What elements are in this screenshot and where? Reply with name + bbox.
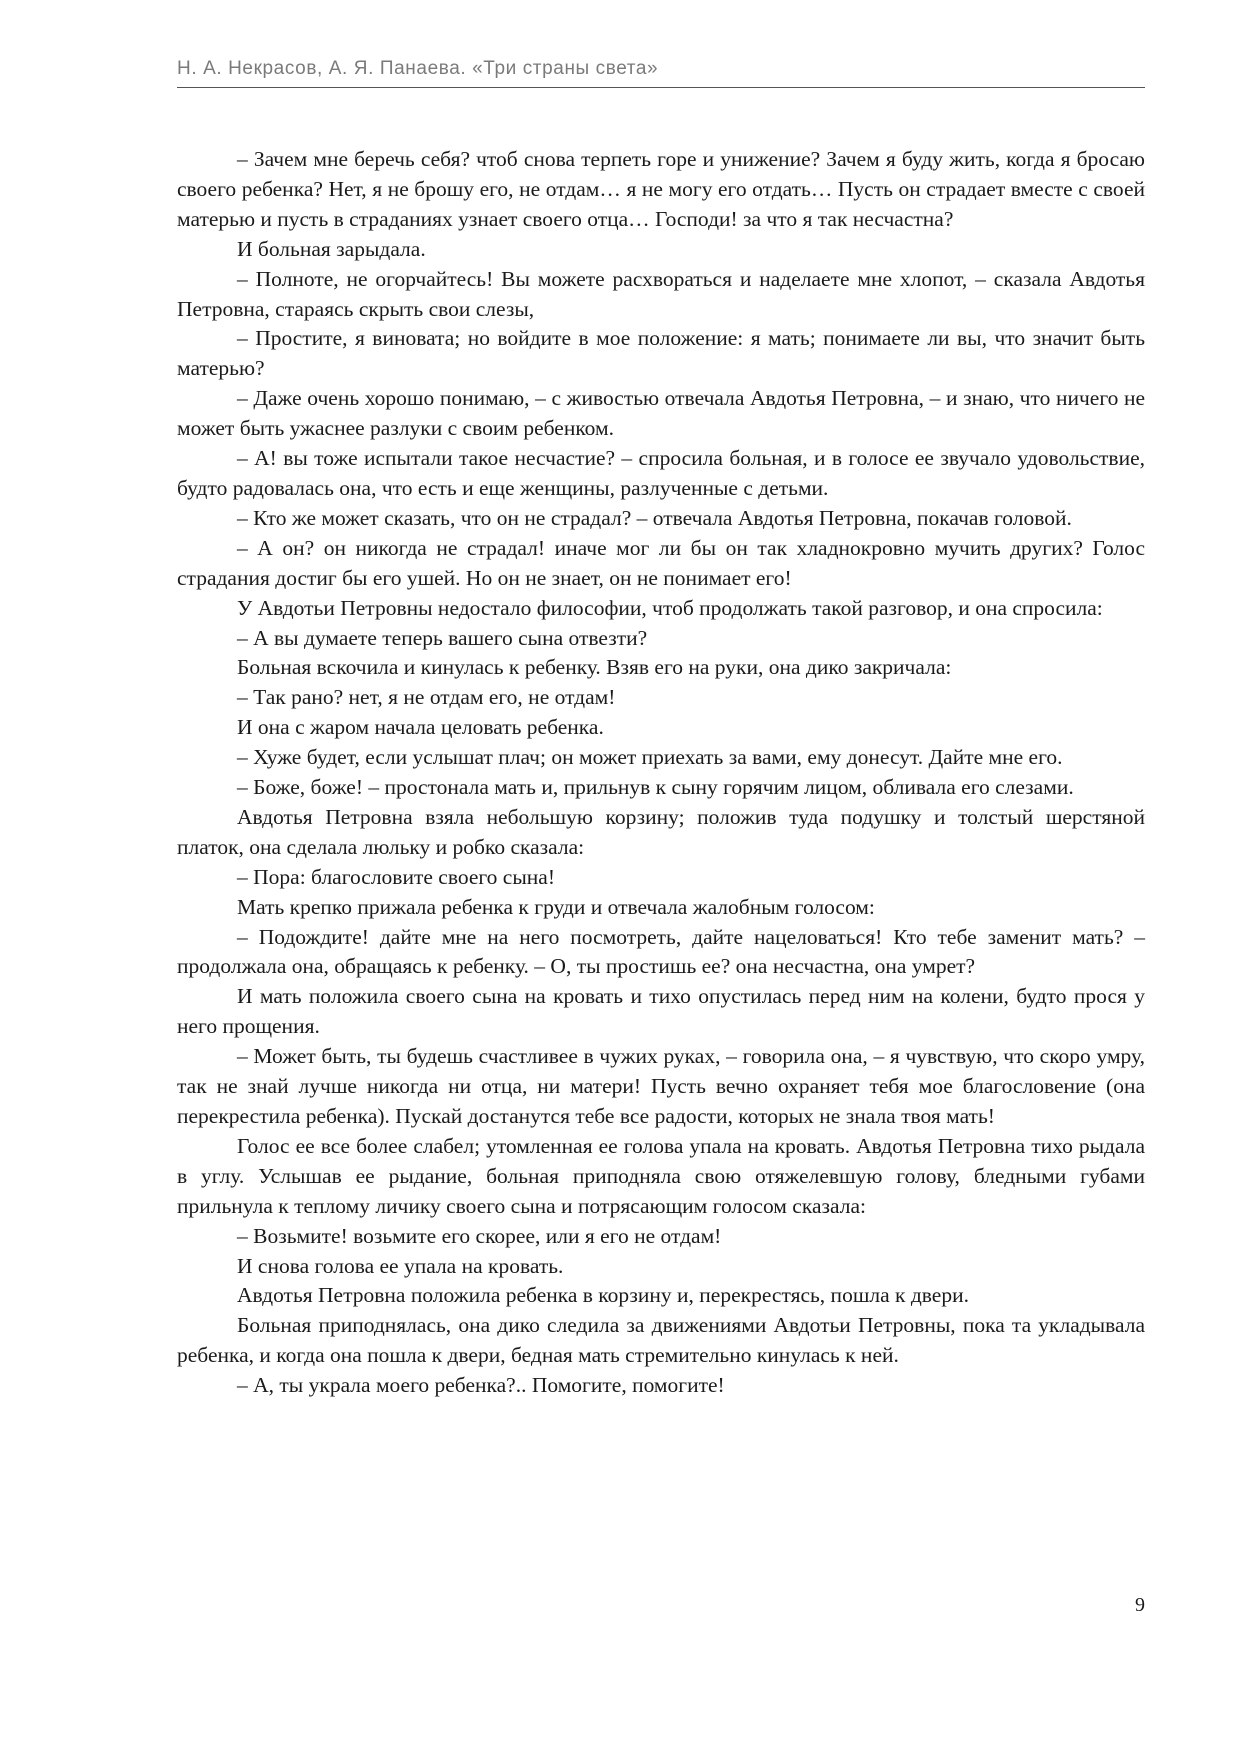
paragraph: – Так рано? нет, я не отдам его, не отдам! — [237, 685, 616, 710]
paragraph: – Полноте, не огорчайтесь! Вы можете расхвораться и наделаете мне хлопот, – сказала Авдотья Петровна, стараясь скрыть свои слезы, — [177, 266, 1145, 321]
paragraph: Больная приподнялась, она дико следила за движениями Авдотьи Петровны, пока та укладывала ребенка, и когда она пошла к двери, бедная мать стремительно кинулась к ней. — [177, 1313, 1145, 1368]
paragraph: И снова голова ее упала на кровать. — [237, 1253, 564, 1278]
paragraph: – А вы думаете теперь вашего сына отвезти? — [237, 625, 648, 650]
paragraph: – А он? он никогда не страдал! иначе мог ли бы он так хладнокровно мучить других? Голос страдания достиг бы его ушей. Но он не знает, он не понимает его! — [177, 535, 1145, 590]
text-body — [177, 145, 1145, 1401]
paragraph: – Простите, я виновата; но войдите в мое положение: я мать; понимаете ли вы, что значит быть матерью? — [177, 326, 1145, 381]
paragraph: Больная вскочила и кинулась к ребенку. Взяв его на руки, она дико закричала: — [237, 655, 952, 680]
running-header: Н. А. Некрасов, А. Я. Панаева. «Три страны света» — [177, 58, 659, 79]
paragraph: – А! вы тоже испытали такое несчастие? – спросила больная, и в голосе ее звучало удовольствие, будто радовалась она, что есть и еще женщины, разлученные с детьми. — [177, 446, 1145, 500]
paragraph: Голос ее все более слабел; утомленная ее голова упала на кровать. Авдотья Петровна тихо рыдала в углу. Услышав ее рыдание, больная приподняла свою отяжелевшую голову, бледными губами прильнула к теплому личику своего сына и потрясающим голосом сказала: — [177, 1133, 1145, 1218]
paragraph: Авдотья Петровна взяла небольшую корзину; положив туда подушку и толстый шерстяной платок, она сделала люльку и робко сказала: — [177, 804, 1145, 859]
page-number: 9 — [1135, 1594, 1145, 1616]
paragraph: – Даже очень хорошо понимаю, – с живостью отвечала Авдотья Петровна, – и знаю, что ничего не может быть ужаснее разлуки с своим ребенком. — [177, 386, 1145, 441]
paragraph: – Боже, боже! – простонала мать и, прильнув к сыну горячим лицом, обливала его слезами. — [237, 775, 1074, 800]
paragraph: Авдотья Петровна положила ребенка в корзину и, перекрестясь, пошла к двери. — [237, 1283, 969, 1308]
paragraph: – Пора: благословите своего сына! — [237, 864, 555, 889]
paragraph: И больная зарыдала. — [237, 236, 426, 261]
paragraph: – А, ты украла моего ребенка?.. Помогите, помогите! — [237, 1373, 725, 1398]
paragraph: Мать крепко прижала ребенка к груди и отвечала жалобным голосом: — [237, 894, 875, 919]
paragraph: – Возьмите! возьмите его скорее, или я его не отдам! — [237, 1223, 722, 1248]
paragraph: И она с жаром начала целовать ребенка. — [237, 715, 604, 740]
paragraph: – Кто же может сказать, что он не страдал? – отвечала Авдотья Петровна, покачав головой. — [237, 505, 1072, 530]
header-rule — [177, 87, 1145, 88]
paragraph: – Зачем мне беречь себя? чтоб снова терпеть горе и унижение? Зачем я буду жить, когда я бросаю своего ребенка? Нет, я не брошу его, не отдам… я не могу его отдать… Пусть он страдает вместе с своей матерью и пусть в страданиях узнает своего отца… Господи! за что я так несчастна? — [177, 147, 1145, 231]
paragraph: – Подождите! дайте мне на него посмотреть, дайте нацеловаться! Кто тебе заменит мать? – продолжала она, обращаясь к ребенку. – О, ты простишь ее? она несчастна, она умрет? — [177, 924, 1145, 979]
paragraph: – Может быть, ты будешь счастливее в чужих руках, – говорила она, – я чувствую, что скоро умру, так не знай лучше никогда ни отца, ни матери! Пусть вечно охраняет тебя мое благословение (она перекрестила ребенка). Пускай достанутся тебе все радости, которых не знала твоя мать! — [177, 1044, 1145, 1128]
paragraph: И мать положила своего сына на кровать и тихо опустилась перед ним на колени, будто прося у него прощения. — [177, 984, 1145, 1039]
paragraph: У Авдотьи Петровны недостало философии, чтоб продолжать такой разговор, и она спросила: — [237, 595, 1103, 620]
paragraph: – Хуже будет, если услышат плач; он может приехать за вами, ему донесут. Дайте мне его. — [237, 745, 1063, 770]
